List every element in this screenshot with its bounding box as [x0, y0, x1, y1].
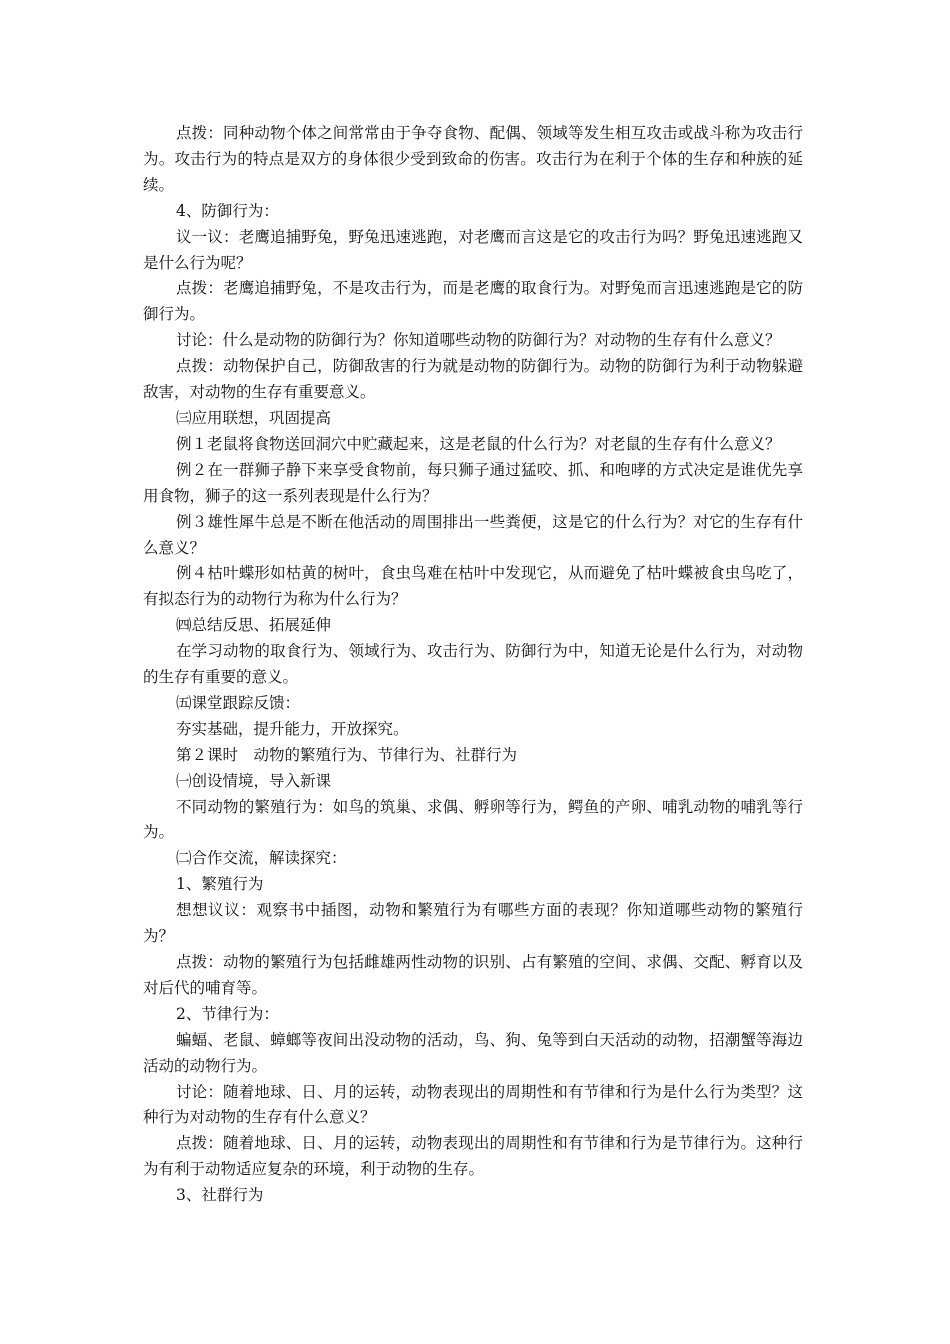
heading-application: ㈢应用联想，巩固提高 [176, 408, 332, 427]
paragraph-reproduction-discussion: 想想议议：观察书中插图，动物和繁殖行为有哪些方面的表现？你知道哪些动物的繁殖行为？ [143, 901, 803, 946]
paragraph-reproduction-examples: 不同动物的繁殖行为：如鸟的筑巢、求偶、孵卵等行为，鳄鱼的产卵、哺乳动物的哺乳等行为。 [143, 797, 803, 842]
heading-reproductive-behavior: 1、繁殖行为 [176, 875, 264, 894]
heading-social-behavior: 3、社群行为 [176, 1186, 264, 1205]
heading-defense-behavior: 4、防御行为： [176, 201, 279, 220]
paragraph-example-4: 例４枯叶蝶形如枯黄的树叶，食虫鸟难在枯叶中发现它，从而避免了枯叶蝶被食虫鸟吃了，有拟态行为的动物行为称为什么行为？ [143, 564, 803, 609]
paragraph-eagle-explanation: 点拨：老鹰追捕野兔，不是攻击行为，而是老鹰的取食行为。对野兔而言迅速逃跑是它的防御行为。 [143, 279, 803, 324]
paragraph-rhythm-explanation: 点拨：随着地球、日、月的运转，动物表现出的周期性和有节律和行为是节律行为。这种行为有利于动物适应复杂的环境，利于动物的生存。 [143, 1134, 803, 1179]
paragraph-example-2: 例２在一群狮子静下来享受食物前，每只狮子通过猛咬、抓、和咆哮的方式决定是谁优先享用食物，狮子的这一系列表现是什么行为？ [143, 460, 803, 505]
paragraph-discussion-eagle: 议一议：老鹰追捕野兔，野兔迅速逃跑，对老鹰而言这是它的攻击行为吗？野兔迅速逃跑又是什么行为呢？ [143, 227, 803, 272]
paragraph-attack-explanation: 点拨：同种动物个体之间常常由于争夺食物、配偶、领域等发生相互攻击或战斗称为攻击行为。攻击行为的特点是双方的身体很少受到致命的伤害。攻击行为在利于个体的生存和种族的延续。 [143, 124, 803, 194]
paragraph-example-3: 例３雄性犀牛总是不断在他活动的周围排出一些粪便，这是它的什么行为？对它的生存有什么意义？ [143, 512, 803, 557]
heading-summary: ㈣总结反思、拓展延伸 [176, 616, 332, 635]
document-body [143, 121, 803, 1209]
paragraph-reproduction-explanation: 点拨：动物的繁殖行为包括雌雄两性动物的识别、占有繁殖的空间、求偶、交配、孵育以及对后代的哺育等。 [143, 953, 803, 997]
paragraph-rhythm-examples: 蝙蝠、老鼠、蟑螂等夜间出没动物的活动，鸟、狗、兔等到白天活动的动物，招潮蟹等海边活动的动物行为。 [143, 1030, 803, 1075]
paragraph-feedback: 夯实基础，提升能力，开放探究。 [176, 719, 409, 738]
heading-rhythmic-behavior: 2、节律行为： [176, 1004, 279, 1023]
paragraph-defense-discussion: 讨论：什么是动物的防御行为？你知道哪些动物的防御行为？对动物的生存有什么意义？ [176, 331, 781, 350]
heading-lesson-2: 第２课时 动物的繁殖行为、节律行为、社群行为 [176, 745, 518, 764]
paragraph-summary: 在学习动物的取食行为、领域行为、攻击行为、防御行为中，知道无论是什么行为，对动物的生存有重要的意义。 [143, 642, 803, 687]
heading-cooperation: ㈡合作交流，解读探究： [176, 849, 347, 868]
heading-feedback: ㈤课堂跟踪反馈： [176, 693, 301, 712]
paragraph-example-1: 例１老鼠将食物送回洞穴中贮藏起来，这是老鼠的什么行为？对老鼠的生存有什么意义？ [176, 434, 781, 453]
paragraph-defense-explanation: 点拨：动物保护自己，防御敌害的行为就是动物的防御行为。动物的防御行为利于动物躲避敌害，对动物的生存有重要意义。 [143, 357, 803, 402]
paragraph-rhythm-discussion: 讨论：随着地球、日、月的运转，动物表现出的周期性和有节律和行为是什么行为类型？这种行为对动物的生存有什么意义？ [143, 1082, 803, 1127]
heading-create-scenario: ㈠创设情境，导入新课 [176, 771, 332, 790]
